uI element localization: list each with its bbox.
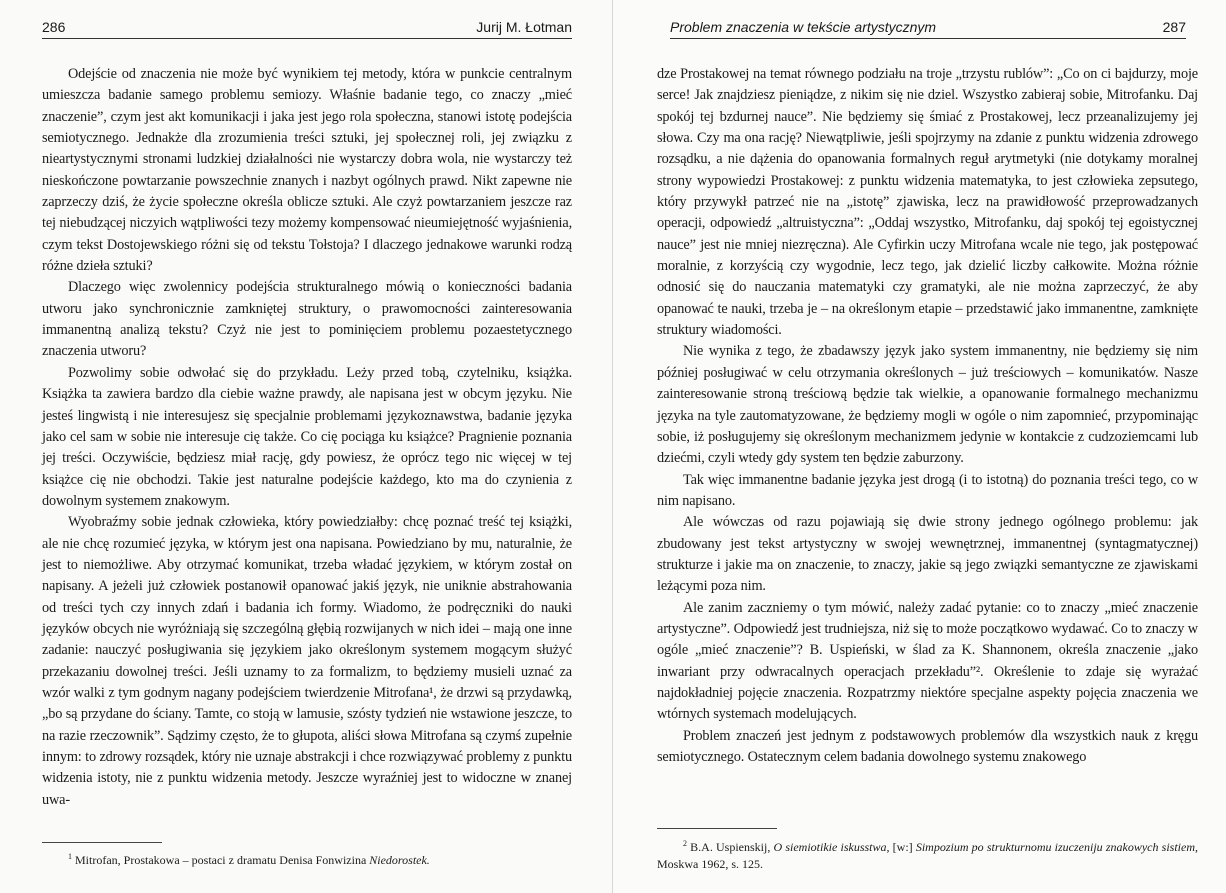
footnote-text: , [w:]	[886, 840, 916, 854]
footnote-text: Mitrofan, Prostakowa – postaci z dramatu Denisa Fonwizina	[75, 853, 370, 867]
running-head-title: Problem znaczenia w tekście artystycznym	[670, 19, 937, 35]
paragraph: Wyobraźmy sobie jednak człowieka, który powiedziałby: chcę poznać treść tej książki, ale nie chcę rozumieć języka, w którym jest ona napisana. Powiedziano by mu, naturalnie, że jest to niemożliwe. Aby otrzymać komunikat, trzeba władać językiem, w którym został on napisany. A jeżeli już człowiek postanowił opanować jakiś język, nie uniknie abstrahowania od treści tych czy innych zdań i badania ich formy. Wiadomo, że podręczniki do nauki języków obcych nie wyróżniają się szczególną głębią rozwijanych w nich idei – mają one inne zadanie: nauczyć posługiwania się językiem jako określonym systemem mogącym służyć przekazaniu dowolnej treści. Jeśli uznamy to za formalizm, to będziemy musieli uznać za wzór walki z tym godnym nagany podejściem twierdzenie Mitrofana¹, że drzwi są przydawką, „bo są przydane do ściany. Tamte, co stoją w lamusie, szósty tydzień nie wstawione jeszcze, to na razie rzeczownik”. Sądzimy często, że to głupota, aliści słowa Mitrofana są czymś zupełnie innym: to zdrowy rozsądek, który nie uznaje abstrakcji i chce rozwiązywać problemy z punktu widzenia istoty, nie z punktu widzenia metody. Jeszcze wyraźniej jest to widoczne w znanej uwa-	[42, 514, 572, 808]
footnote-2	[657, 839, 1198, 873]
footnote-rule-left	[42, 842, 162, 843]
footnote-text: , Moskwa 1962, s. 125.	[657, 840, 1198, 871]
paragraph: Ale wówczas od razu pojawiają się dwie strony jednego ogólnego problemu: jak zbudowany jest tekst artystyczny w swojej wewnętrznej, immanentnej (syntagmatycznej) strukturze i jakie ma on znaczenie, to znaczy, jakie są jego związki semantyczne ze zjawiskami leżącymi poza nim.	[657, 514, 1198, 595]
paragraph: Dlaczego więc zwolennicy podejścia strukturalnego mówią o konieczności badania utworu jako synchronicznie zamkniętej struktury, o prawomocności zainteresowania immanentną analizą tekstu? Czyż nie jest to pominięciem problemu pozaestetycznego znaczenia utworu?	[42, 279, 572, 360]
right-body-text	[657, 64, 1198, 768]
running-head-author: Jurij M. Łotman	[476, 19, 572, 35]
footnote-text: B.A. Uspienskij,	[690, 840, 774, 854]
left-body-text	[42, 64, 572, 811]
page-number-left: 286	[42, 19, 66, 35]
paragraph: Odejście od znaczenia nie może być wynikiem tej metody, która w punkcie centralnym umieszcza badanie samego problemu semiozy. Właśnie badanie tego, co znaczy „mieć znaczenie”, czym jest akt komunikacji i jaka jest jego rola społeczna, stanowi istotę podejścia semiotycznego. Jednakże dla zrozumienia treści sztuki, jej społecznej roli, jej związku z nieartystycznymi stronami ludzkiej działalności nie wystarczy dobra wola, nie wystarczy też nieskończone powtarzanie powszechnie znanych i nazbyt ogólnych prawd. Nikt zapewne nie zaprzeczy dziś, że życie społeczne określa oblicze sztuki. Ale czyż powtarzaniem jeszcze raz tej niebudzącej niczyich wątpliwości tezy możemy kompensować nieumiejętność wyjaśnienia, czym tekst Dostojewskiego różni się od tekstu Tołstoja? I dlaczego jednakowe warunki rodzą różne dzieła sztuki?	[42, 66, 572, 275]
paragraph: Nie wynika z tego, że zbadawszy język jako system immanentny, nie będziemy się nim później posługiwać w celu otrzymania określonych – już treściowych – komunikatów. Nasze zainteresowanie stroną treściową będzie tak wielkie, a opanowanie formalnego mechanizmu języka na tyle zautomatyzowane, że będziemy mogli w ogóle o nim zapomnieć, przypominając sobie, iż posługujemy się określonym mechanizmem jedynie w kontakcie z cudzoziemcami lub dziećmi, czyli wtedy gdy system ten będzie zaburzony.	[657, 343, 1198, 467]
paragraph: Problem znaczeń jest jednym z podstawowych problemów dla wszystkich nauk z kręgu semiotycznego. Ostatecznym celem badania dowolnego systemu znakowego	[657, 727, 1198, 765]
footnote-mark: 2	[683, 839, 687, 848]
right-page	[613, 0, 1226, 893]
header-rule-right	[670, 38, 1186, 39]
page-number-right: 287	[1162, 19, 1186, 35]
footnote-title: O siemiotikie iskusstwa	[773, 840, 887, 854]
footnote-title: Simpozium po strukturnomu izuczeniju znakowych sistiem	[915, 840, 1195, 854]
paragraph: Ale zanim zaczniemy o tym mówić, należy zadać pytanie: co to znaczy „mieć znaczenie artystyczne”. Odpowiedź jest trudniejsza, niż się to może początkowo wydawać. Co to znaczy w ogóle „mieć znaczenie”? B. Uspieński, w ślad za K. Shannonem, określa znaczenie „jako inwariant przy odwracalnych operacjach przekładu”². Określenie to zdaje się wyrażać najdokładniej pojęcie znaczenia. Rozpatrzmy niektóre specjalne aspekty pojęcia znaczenia we wtórnych systemach modelujących.	[657, 599, 1198, 723]
paragraph: Tak więc immanentne badanie języka jest drogą (i to istotną) do poznania treści tego, co w nim napisano.	[657, 471, 1198, 509]
footnote-title: Niedorostek.	[369, 853, 430, 867]
footnote-rule-right	[657, 828, 777, 829]
footnote-1	[42, 852, 572, 869]
paragraph: Pozwolimy sobie odwołać się do przykładu. Leży przed tobą, czytelniku, książka. Książka ta zawiera bardzo dla ciebie ważne prawdy, ale napisana jest w obcym języku. Nie jesteś lingwistą i nie interesujesz się specjalnie problemami językoznawstwa, badanie języka jako cel sam w sobie nie interesuje cię także. Co cię pociąga ku książce? Pragnienie poznania jej treści. Oczywiście, będziesz miał rację, gdy powiesz, że oprócz tego nic więcej w tej książce cię nie obchodzi. Takie jest naturalne podejście każdego, kto ma do czynienia z dowolnym systemem znakowym.	[42, 364, 572, 509]
footnote-mark: 1	[68, 852, 72, 861]
header-rule-left	[42, 38, 572, 39]
paragraph: dze Prostakowej na temat równego podziału na troje „trzystu rublów”: „Co on ci bajdurzy, moje serce! Jak znajdziesz pieniądze, z nikim się nie dziel. Wszystko zabieraj sobie, Mitrofanku. Daj spokój tej bzdurnej nauce”. Nie będziemy się śmiać z Prostakowej, lecz przeanalizujemy jej słowa. Czy ma ona rację? Niewątpliwie, jeśli spojrzymy na zdanie z punktu widzenia zdrowego rozsądku, a nie dążenia do opanowania formalnych reguł arytmetyki (nie dotykamy moralnej strony wypowiedzi Prostakowej: z punktu widzenia matematyka, to jest człowieka zepsutego, który przywykł patrzeć nie na „istotę” zjawiska, lecz na prawidłowość przeprowadzanych operacji, odpowiedź „altruistyczna”: „Oddaj wszystko, Mitrofanku, daj spokój tej egoistycznej nauce” jest nie mniej niezręczna). Ale Cyfirkin uczy Mitrofana wcale nie tego, jak postępować moralnie, z korzyścią czy wygodnie, lecz tego, jak dzielić liczby całkowite. Można różnie odnosić się do nauczania matematyki czy gramatyki, ale nie można zaprzeczyć, że aby opanować te nauki, trzeba je – na określonym etapie – przedstawić jako immanentne, zamknięte struktury wiadomości.	[657, 66, 1198, 339]
